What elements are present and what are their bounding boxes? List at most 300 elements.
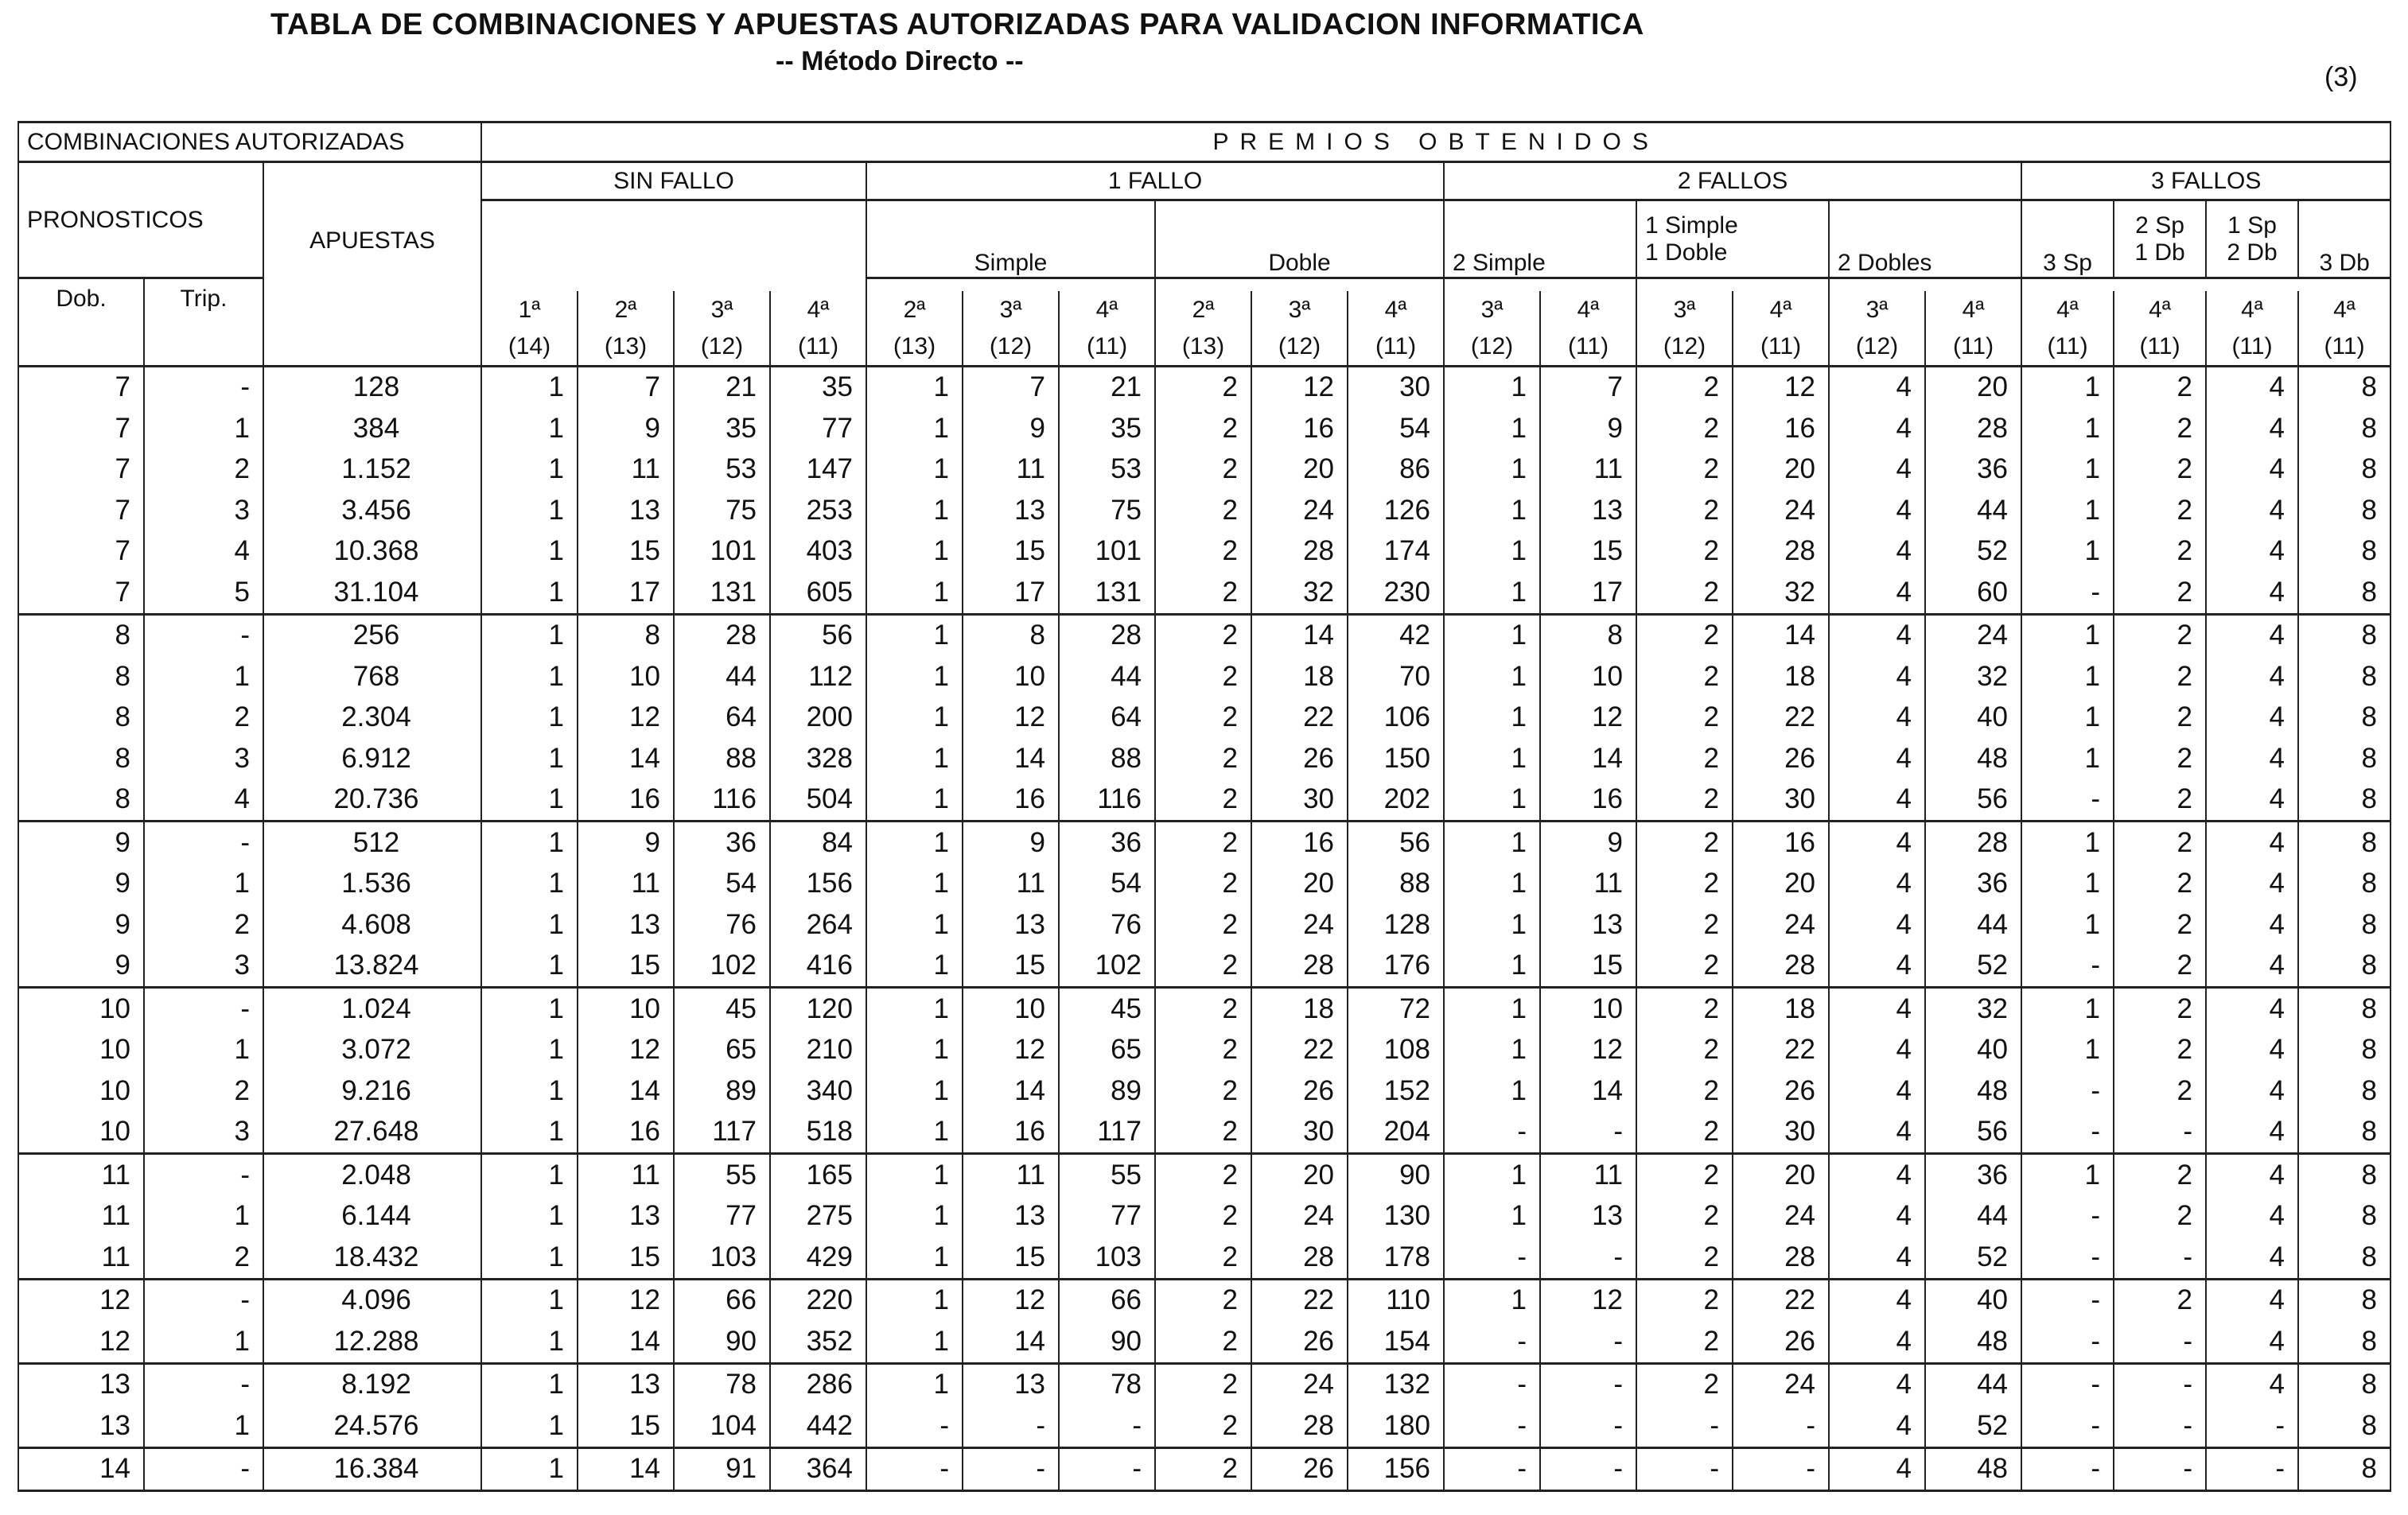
tres-db-header: 3 Db (2298, 200, 2390, 278)
premio-cell: 22 (1251, 1279, 1348, 1321)
premio-cell: - (1059, 1447, 1155, 1491)
premio-cell: 44 (1925, 1196, 2021, 1237)
premio-cell: 18 (1251, 988, 1348, 1030)
premio-cell: 253 (770, 490, 866, 531)
premio-cell: 14 (963, 1321, 1059, 1363)
premio-cell: 1 (481, 1447, 578, 1491)
premio-cell: 2 (1155, 1070, 1251, 1112)
premio-cell: 220 (770, 1279, 866, 1321)
premio-cell: 128 (1348, 904, 1444, 946)
apuestas-cell: 8.192 (263, 1363, 481, 1405)
premio-cell: 7 (1540, 366, 1636, 408)
premio-cell: 1 (866, 697, 963, 739)
premio-cell: 1 (866, 1279, 963, 1321)
premio-cell: 2 (1636, 1237, 1733, 1279)
premio-cell: 340 (770, 1070, 866, 1112)
premio-cell: 4 (2206, 1112, 2298, 1154)
premio-cell: 26 (1251, 1070, 1348, 1112)
category-header-table (18, 291, 2391, 1492)
trip-cell: - (144, 1363, 263, 1405)
dob-cell: 10 (18, 1112, 144, 1154)
premio-cell: 103 (1059, 1237, 1155, 1279)
table-row (18, 1237, 2390, 1279)
premio-cell: 2 (1636, 822, 1733, 864)
premio-cell: 8 (2298, 1070, 2390, 1112)
premio-cell: 1 (1444, 904, 1540, 946)
pts-13: (13) (578, 329, 674, 366)
premio-cell: - (2021, 1363, 2114, 1405)
premio-cell: 30 (1348, 366, 1444, 408)
premio-cell: 2 (1155, 1405, 1251, 1447)
premio-cell: - (2021, 1321, 2114, 1363)
blank (263, 291, 481, 329)
premio-cell: 52 (1925, 531, 2021, 573)
premio-cell: - (2021, 946, 2114, 988)
premio-cell: 2 (2114, 1030, 2206, 1071)
premio-cell: 174 (1348, 531, 1444, 573)
premio-cell: 1 (1444, 697, 1540, 739)
dob-cell: 8 (18, 738, 144, 779)
premio-cell: 132 (1348, 1363, 1444, 1405)
premio-cell: 117 (1059, 1112, 1155, 1154)
premio-cell: 1 (866, 1112, 963, 1154)
table-row (18, 366, 2390, 408)
premio-cell: 2 (2114, 1070, 2206, 1112)
premio-cell: 90 (674, 1321, 770, 1363)
premio-cell: 2 (1155, 1237, 1251, 1279)
premio-cell: 4 (1829, 946, 1925, 988)
premio-cell: 26 (1251, 1447, 1348, 1491)
premio-cell: 4 (2206, 1279, 2298, 1321)
apuestas-cell: 1.024 (263, 988, 481, 1030)
cat-3: 3ª (1444, 291, 1540, 329)
premio-cell: 1 (481, 1237, 578, 1279)
pts-12: (12) (1251, 329, 1348, 366)
premio-cell: 1 (481, 1405, 578, 1447)
premios-header: PREMIOS OBTENIDOS (481, 122, 2390, 162)
premio-cell: 4 (2206, 738, 2298, 779)
premio-cell: 20 (1733, 1154, 1829, 1196)
premio-cell: 10 (1540, 656, 1636, 697)
premio-cell: 1 (2021, 656, 2114, 697)
premio-cell: 2 (1636, 779, 1733, 822)
premio-cell: 2 (1155, 738, 1251, 779)
premio-cell: 13 (1540, 904, 1636, 946)
premio-cell: 2 (1636, 1279, 1733, 1321)
premio-cell: 126 (1348, 490, 1444, 531)
dob-cell: 13 (18, 1363, 144, 1405)
blank (263, 329, 481, 366)
premio-cell: 1 (1444, 614, 1540, 656)
trip-cell: 5 (144, 572, 263, 614)
premio-cell: - (2021, 779, 2114, 822)
premio-cell: 4 (2206, 408, 2298, 449)
premio-cell: 8 (2298, 614, 2390, 656)
premio-cell: 44 (674, 656, 770, 697)
premio-cell: 8 (2298, 408, 2390, 449)
premio-cell: 4 (1829, 531, 1925, 573)
premio-cell: 1 (481, 779, 578, 822)
premio-cell: - (2206, 1405, 2298, 1447)
dob-cell: 7 (18, 531, 144, 573)
premio-cell: 55 (1059, 1154, 1155, 1196)
premio-cell: 12 (1251, 366, 1348, 408)
premio-cell: 1 (481, 531, 578, 573)
premio-cell: 16 (1733, 408, 1829, 449)
cat-3: 3ª (1636, 291, 1733, 329)
combinaciones-header: COMBINACIONES AUTORIZADAS (18, 122, 481, 162)
premio-cell: 2 (1636, 864, 1733, 905)
premio-cell: 15 (578, 1405, 674, 1447)
premio-cell: 104 (674, 1405, 770, 1447)
premio-cell: 4 (1829, 614, 1925, 656)
dob-cell: 9 (18, 822, 144, 864)
premio-cell: 13 (578, 1196, 674, 1237)
premio-cell: 1 (1444, 822, 1540, 864)
cat-4: 4ª (1540, 291, 1636, 329)
premio-cell: 1 (866, 572, 963, 614)
premio-cell: 9 (1540, 822, 1636, 864)
premio-cell: 76 (1059, 904, 1155, 946)
premio-cell: 15 (963, 1237, 1059, 1279)
premio-cell: - (2021, 572, 2114, 614)
apuestas-cell: 768 (263, 656, 481, 697)
premio-cell: 1 (1444, 864, 1540, 905)
premio-cell: 8 (2298, 1363, 2390, 1405)
premio-cell: 2 (1155, 408, 1251, 449)
premio-cell: 12 (578, 1279, 674, 1321)
premio-cell: 131 (674, 572, 770, 614)
apuestas-cell: 384 (263, 408, 481, 449)
premio-cell: 8 (2298, 366, 2390, 408)
premio-cell: 2 (1636, 1030, 1733, 1071)
premio-cell: 1 (1444, 408, 1540, 449)
premio-cell: - (2021, 1196, 2114, 1237)
premio-cell: - (1540, 1447, 1636, 1491)
dob-cell: 9 (18, 904, 144, 946)
premio-cell: 42 (1348, 614, 1444, 656)
premio-cell: 8 (1540, 614, 1636, 656)
premio-cell: 429 (770, 1237, 866, 1279)
premio-cell: 60 (1925, 572, 2021, 614)
premio-cell: 2 (1155, 656, 1251, 697)
trip-cell: - (144, 988, 263, 1030)
apuestas-cell: 1.536 (263, 864, 481, 905)
premio-cell: 2 (1636, 1112, 1733, 1154)
premio-cell: 4 (1829, 1237, 1925, 1279)
premio-cell: 1 (866, 1321, 963, 1363)
premio-cell: 15 (963, 946, 1059, 988)
premio-cell: 403 (770, 531, 866, 573)
premio-cell: 4 (1829, 1196, 1925, 1237)
un-simple-un-doble-header (1636, 200, 1829, 278)
premio-cell: 8 (2298, 490, 2390, 531)
premio-cell: 1 (2021, 614, 2114, 656)
premio-cell: 28 (1059, 614, 1155, 656)
premio-cell: 89 (674, 1070, 770, 1112)
trip-cell: 1 (144, 864, 263, 905)
premio-cell: 70 (1348, 656, 1444, 697)
premio-cell: - (2114, 1112, 2206, 1154)
premio-cell: 518 (770, 1112, 866, 1154)
premio-cell: 44 (1925, 904, 2021, 946)
premio-cell: - (2114, 1405, 2206, 1447)
premio-cell: 76 (674, 904, 770, 946)
premio-cell: 1 (866, 490, 963, 531)
premio-cell: 40 (1925, 697, 2021, 739)
premio-cell: 176 (1348, 946, 1444, 988)
dob-cell: 9 (18, 864, 144, 905)
premio-cell: 1 (1444, 449, 1540, 491)
blank (144, 291, 263, 329)
pts-12: (12) (963, 329, 1059, 366)
table-row (18, 449, 2390, 491)
apuestas-cell: 2.048 (263, 1154, 481, 1196)
apuestas-cell: 2.304 (263, 697, 481, 739)
apuestas-cell: 6.144 (263, 1196, 481, 1237)
premio-cell: 48 (1925, 1447, 2021, 1491)
apuestas-cell: 6.912 (263, 738, 481, 779)
trip-cell: 1 (144, 1196, 263, 1237)
table-row (18, 779, 2390, 822)
premio-cell: 16 (1251, 822, 1348, 864)
premio-cell: 2 (1155, 1196, 1251, 1237)
premio-cell: 35 (674, 408, 770, 449)
premio-cell: 165 (770, 1154, 866, 1196)
premio-cell: 2 (2114, 988, 2206, 1030)
premio-cell: 2 (1636, 697, 1733, 739)
premio-cell: 30 (1251, 1112, 1348, 1154)
premio-cell: 1 (2021, 408, 2114, 449)
cat-4: 4ª (1733, 291, 1829, 329)
premio-cell: 4 (1829, 1030, 1925, 1071)
premio-cell: 28 (1733, 946, 1829, 988)
premio-cell: 605 (770, 572, 866, 614)
premio-cell: 4 (1829, 864, 1925, 905)
premio-cell: 53 (674, 449, 770, 491)
premio-cell: 14 (578, 1070, 674, 1112)
premio-cell: 12 (1733, 366, 1829, 408)
premio-cell: 14 (578, 1447, 674, 1491)
premio-cell: 14 (578, 1321, 674, 1363)
premio-cell: 10 (963, 988, 1059, 1030)
trip-cell: - (144, 366, 263, 408)
premio-cell: 16 (1733, 822, 1829, 864)
premio-cell: 1 (481, 1030, 578, 1071)
premio-cell: 1 (481, 366, 578, 408)
premio-cell: 4 (1829, 779, 1925, 822)
premio-cell: 2 (1155, 779, 1251, 822)
premio-cell: 55 (674, 1154, 770, 1196)
premio-cell: 1 (2021, 1030, 2114, 1071)
premio-cell: 4 (1829, 408, 1925, 449)
premio-cell: - (2114, 1321, 2206, 1363)
premio-cell: 8 (2298, 531, 2390, 573)
premio-cell: 4 (2206, 988, 2298, 1030)
premio-cell: 8 (2298, 864, 2390, 905)
premio-cell: 2 (1636, 738, 1733, 779)
premio-cell: 364 (770, 1447, 866, 1491)
cat-4: 4ª (2021, 291, 2114, 329)
premio-cell: 4 (2206, 1030, 2298, 1071)
pts-11: (11) (1925, 329, 2021, 366)
premio-cell: 2 (2114, 366, 2206, 408)
premio-cell: 4 (2206, 614, 2298, 656)
premio-cell: 8 (2298, 779, 2390, 822)
premio-cell: 2 (1636, 572, 1733, 614)
premio-cell: 328 (770, 738, 866, 779)
premio-cell: 1 (1444, 366, 1540, 408)
premio-cell: 8 (2298, 1279, 2390, 1321)
premio-cell: 1 (481, 449, 578, 491)
premio-cell: 54 (1059, 864, 1155, 905)
premio-cell: 11 (963, 449, 1059, 491)
cat-1: 1ª (481, 291, 578, 329)
premio-cell: 8 (2298, 1321, 2390, 1363)
premio-cell: 1 (1444, 490, 1540, 531)
premio-cell: 10 (1540, 988, 1636, 1030)
premio-cell: 14 (578, 738, 674, 779)
premio-cell: 90 (1348, 1154, 1444, 1196)
premio-cell: 1 (866, 366, 963, 408)
apuestas-header: APUESTAS (263, 162, 481, 320)
table-row (18, 656, 2390, 697)
premio-cell: 10 (578, 988, 674, 1030)
premio-cell: 89 (1059, 1070, 1155, 1112)
premio-cell: 24 (1925, 614, 2021, 656)
premio-cell: 24 (1251, 490, 1348, 531)
premio-cell: 8 (2298, 822, 2390, 864)
premio-cell: 24 (1733, 1363, 1829, 1405)
table-row (18, 1279, 2390, 1321)
premio-cell: 9 (963, 822, 1059, 864)
premio-cell: 11 (1540, 864, 1636, 905)
trip-cell: 4 (144, 779, 263, 822)
premio-cell: 36 (674, 822, 770, 864)
premio-cell: 15 (1540, 531, 1636, 573)
premio-cell: 15 (963, 531, 1059, 573)
premio-cell: 88 (1348, 864, 1444, 905)
premio-cell: 1 (1444, 1070, 1540, 1112)
premio-cell: - (2021, 1237, 2114, 1279)
trip-cell: 1 (144, 656, 263, 697)
premio-cell: 4 (2206, 656, 2298, 697)
premio-cell: 147 (770, 449, 866, 491)
premio-cell: 8 (2298, 1196, 2390, 1237)
premio-cell: 4 (1829, 1070, 1925, 1112)
premio-cell: 14 (963, 738, 1059, 779)
premio-cell: 2 (1636, 1070, 1733, 1112)
premio-cell: 28 (1251, 1237, 1348, 1279)
premio-cell: 32 (1925, 656, 2021, 697)
dob-cell: 7 (18, 449, 144, 491)
premio-cell: 8 (2298, 1154, 2390, 1196)
premio-cell: 21 (1059, 366, 1155, 408)
premio-cell: 14 (963, 1070, 1059, 1112)
premio-cell: 108 (1348, 1030, 1444, 1071)
pts-12: (12) (674, 329, 770, 366)
premio-cell: 40 (1925, 1030, 2021, 1071)
premio-cell: 2 (1155, 1030, 1251, 1071)
premio-cell: 106 (1348, 697, 1444, 739)
premio-cell: 22 (1733, 1279, 1829, 1321)
premio-cell: 15 (578, 531, 674, 573)
trip-cell: 1 (144, 1321, 263, 1363)
dob-cell: 7 (18, 490, 144, 531)
premio-cell: 22 (1733, 1030, 1829, 1071)
premio-cell: 4 (2206, 1363, 2298, 1405)
premio-cell: 1 (481, 1321, 578, 1363)
premio-cell: - (1444, 1405, 1540, 1447)
dob-cell: 11 (18, 1237, 144, 1279)
premio-cell: 16 (963, 779, 1059, 822)
premio-cell: 14 (1733, 614, 1829, 656)
un-db-label: 1 Db (2134, 239, 2185, 266)
premio-cell: 52 (1925, 1237, 2021, 1279)
cat-2: 2ª (866, 291, 963, 329)
premio-cell: 8 (2298, 1112, 2390, 1154)
premio-cell: 20 (1251, 449, 1348, 491)
premio-cell: 21 (674, 366, 770, 408)
apuestas-cell: 1.152 (263, 449, 481, 491)
premio-cell: 15 (578, 1237, 674, 1279)
trip-cell: 3 (144, 1112, 263, 1154)
premio-cell: 4 (2206, 449, 2298, 491)
premio-cell: 11 (578, 449, 674, 491)
premio-cell: - (963, 1405, 1059, 1447)
premio-cell: 1 (2021, 1154, 2114, 1196)
apuestas-cell: 4.096 (263, 1279, 481, 1321)
premio-cell: 12 (1540, 1030, 1636, 1071)
premio-cell: 442 (770, 1405, 866, 1447)
premio-cell: 65 (674, 1030, 770, 1071)
premio-cell: 28 (1925, 408, 2021, 449)
trip-cell: - (144, 1279, 263, 1321)
premio-cell: 1 (481, 738, 578, 779)
table-row (18, 1112, 2390, 1154)
premio-cell: 36 (1925, 864, 2021, 905)
premio-cell: 16 (1540, 779, 1636, 822)
premio-cell: 22 (1251, 697, 1348, 739)
pts-11: (11) (1733, 329, 1829, 366)
trip-header: Trip. (144, 278, 263, 320)
trip-cell: 1 (144, 408, 263, 449)
cat-4: 4ª (1925, 291, 2021, 329)
premio-cell: 1 (481, 1070, 578, 1112)
premio-cell: 13 (578, 904, 674, 946)
premio-cell: - (2114, 1237, 2206, 1279)
premio-cell: 48 (1925, 1070, 2021, 1112)
premio-cell: 8 (2298, 1237, 2390, 1279)
apuestas-cell: 10.368 (263, 531, 481, 573)
premio-cell: 150 (1348, 738, 1444, 779)
dos-fallos-header: 2 FALLOS (1444, 162, 2021, 200)
premio-cell: 1 (2021, 366, 2114, 408)
premio-cell: 18 (1251, 656, 1348, 697)
premio-cell: 30 (1733, 1112, 1829, 1154)
premio-cell: 2 (2114, 1279, 2206, 1321)
premio-cell: 1 (481, 1154, 578, 1196)
trip-cell: 2 (144, 449, 263, 491)
premio-cell: 4 (2206, 490, 2298, 531)
premio-cell: 91 (674, 1447, 770, 1491)
premio-cell: 2 (2114, 822, 2206, 864)
premio-cell: 36 (1925, 449, 2021, 491)
premio-cell: 4 (2206, 779, 2298, 822)
dob-cell: 8 (18, 697, 144, 739)
premio-cell: 78 (674, 1363, 770, 1405)
cat-3: 3ª (1829, 291, 1925, 329)
